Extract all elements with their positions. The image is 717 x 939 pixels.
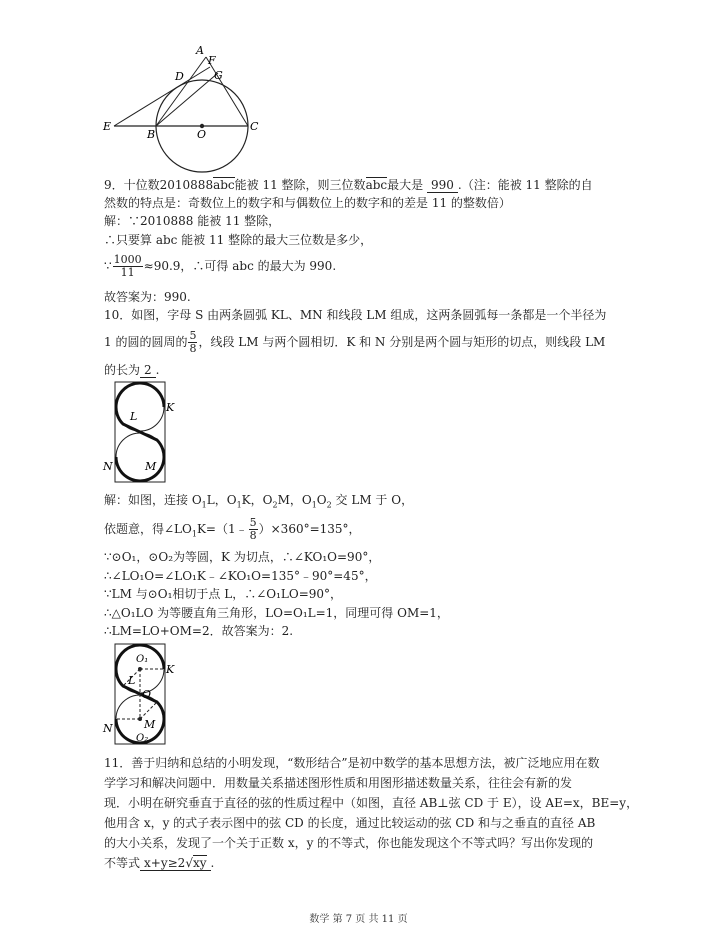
q11-line2: 学学习和解决问题中．用数量关系描述图形性质和用图形描述数量关系，往往会有新的发 [104, 776, 573, 790]
page-footer: 数学 第 7 页 共 11 页 [309, 914, 408, 925]
q10-sol3: ∵⊙O₁，⊙O₂为等圆，K 为切点，∴∠KO₁O=90°， [104, 550, 381, 564]
s-letter-figure [100, 378, 190, 488]
q11-line6: 不等式 x+y≥2√xy . [104, 856, 215, 870]
q9-line1: 9．十位数2010888abc能被 11 整除，则三位数abc最大是 990 .（注：能被 11 整除的自 [104, 178, 593, 192]
label-M2: M [144, 718, 156, 731]
label-A: A [196, 44, 204, 57]
q9-sol1: 解：∵2010888 能被 11 整除， [104, 214, 281, 228]
label-O2: O₂ [136, 733, 149, 744]
q10-line2: 1 的圆的圆周的 $\frac{5}{8}$ ，线段 LM 与两个圆相切．K 和 N 分别是两个圆与矩形的切点，则线段 LM [104, 329, 606, 355]
q10-line1: 10．如图，字母 S 由两条圆弧 KL、MN 和线段 LM 组成，这两条圆弧每一条都是一个半径为 [104, 308, 607, 322]
label-K: K [166, 401, 175, 414]
label-O: O [197, 128, 207, 141]
q10-sol4: ∴∠LO₁O=∠LO₁K﹣∠KO₁O=135°﹣90°=45°， [104, 569, 377, 583]
q9-sol2: ∴只要算 abc 能被 11 整除的最大三位数是多少， [104, 233, 373, 247]
q9-answer: 990 [427, 178, 458, 193]
q11-line5: 的大小关系，发现了一个关于正数 x，y 的不等式，你也能发现这个不等式吗？写出你发现的 [104, 836, 594, 850]
q10-sol7: ∴LM=LO+OM=2．故答案为：2. [104, 624, 294, 638]
q10-line3: 的长为 2 . [104, 363, 160, 377]
label-M: M [145, 460, 157, 473]
q11-line4: 他用含 x，y 的式子表示图中的弦 CD 的长度，通过比较运动的弦 CD 和与之垂直的直径 AB [104, 816, 596, 830]
q10-sol5: ∵LM 与⊙O₁相切于点 L，∴∠O₁LO=90°， [104, 587, 343, 601]
q11-line3: 现．小明在研究垂直于直径的弦的性质过程中（如图，直径 AB⊥弦 CD 于 E），设 AE=x，BE=y， [104, 796, 639, 810]
label-E: E [103, 120, 112, 133]
label-N: N [103, 460, 113, 473]
q9-final: 故答案为：990. [104, 290, 191, 304]
q10-sol2: 依题意，得$\angle LO_1K=(1﹣$ $\frac{5}{8}$ ）×360°=135°， [104, 516, 361, 542]
label-G: G [214, 69, 223, 82]
label-B: B [147, 128, 156, 141]
label-O1: O₁ [136, 654, 149, 665]
circle-tangent-figure [100, 40, 270, 175]
q9-sol3: ∵ $\frac{1000}{11}$ ≈90.9，∴可得 abc 的最大为 990. [104, 253, 337, 279]
q9-line2: 然数的特点是：奇数位上的数字和与偶数位上的数字和的差是 11 的整数倍） [104, 196, 511, 210]
q11-line1: 11．善于归纳和总结的小明发现，“数形结合”是初中数学的基本思想方法，被广泛地应用在数 [104, 756, 600, 770]
label-N2: N [103, 722, 113, 735]
label-L2: L [128, 674, 136, 687]
q10-sol1: 解：如图，连接 $O_1L$，$O_1K$，$O_2M$，$O_1O_2$ 交 LM 于 O， [104, 493, 414, 510]
label-F: F [208, 54, 216, 67]
q11-answer: x+y≥2√xy [140, 856, 211, 871]
q10-sol6: ∴△O₁LO 为等腰直角三角形，LO=O₁L=1，同理可得 OM=1， [104, 606, 449, 620]
q10-answer: 2 [140, 363, 156, 378]
label-C: C [250, 120, 259, 133]
label-D: D [175, 70, 184, 83]
s-letter-solution-figure [100, 640, 190, 750]
label-O: O [142, 688, 152, 701]
label-K2: K [166, 663, 175, 676]
label-L: L [130, 410, 138, 423]
